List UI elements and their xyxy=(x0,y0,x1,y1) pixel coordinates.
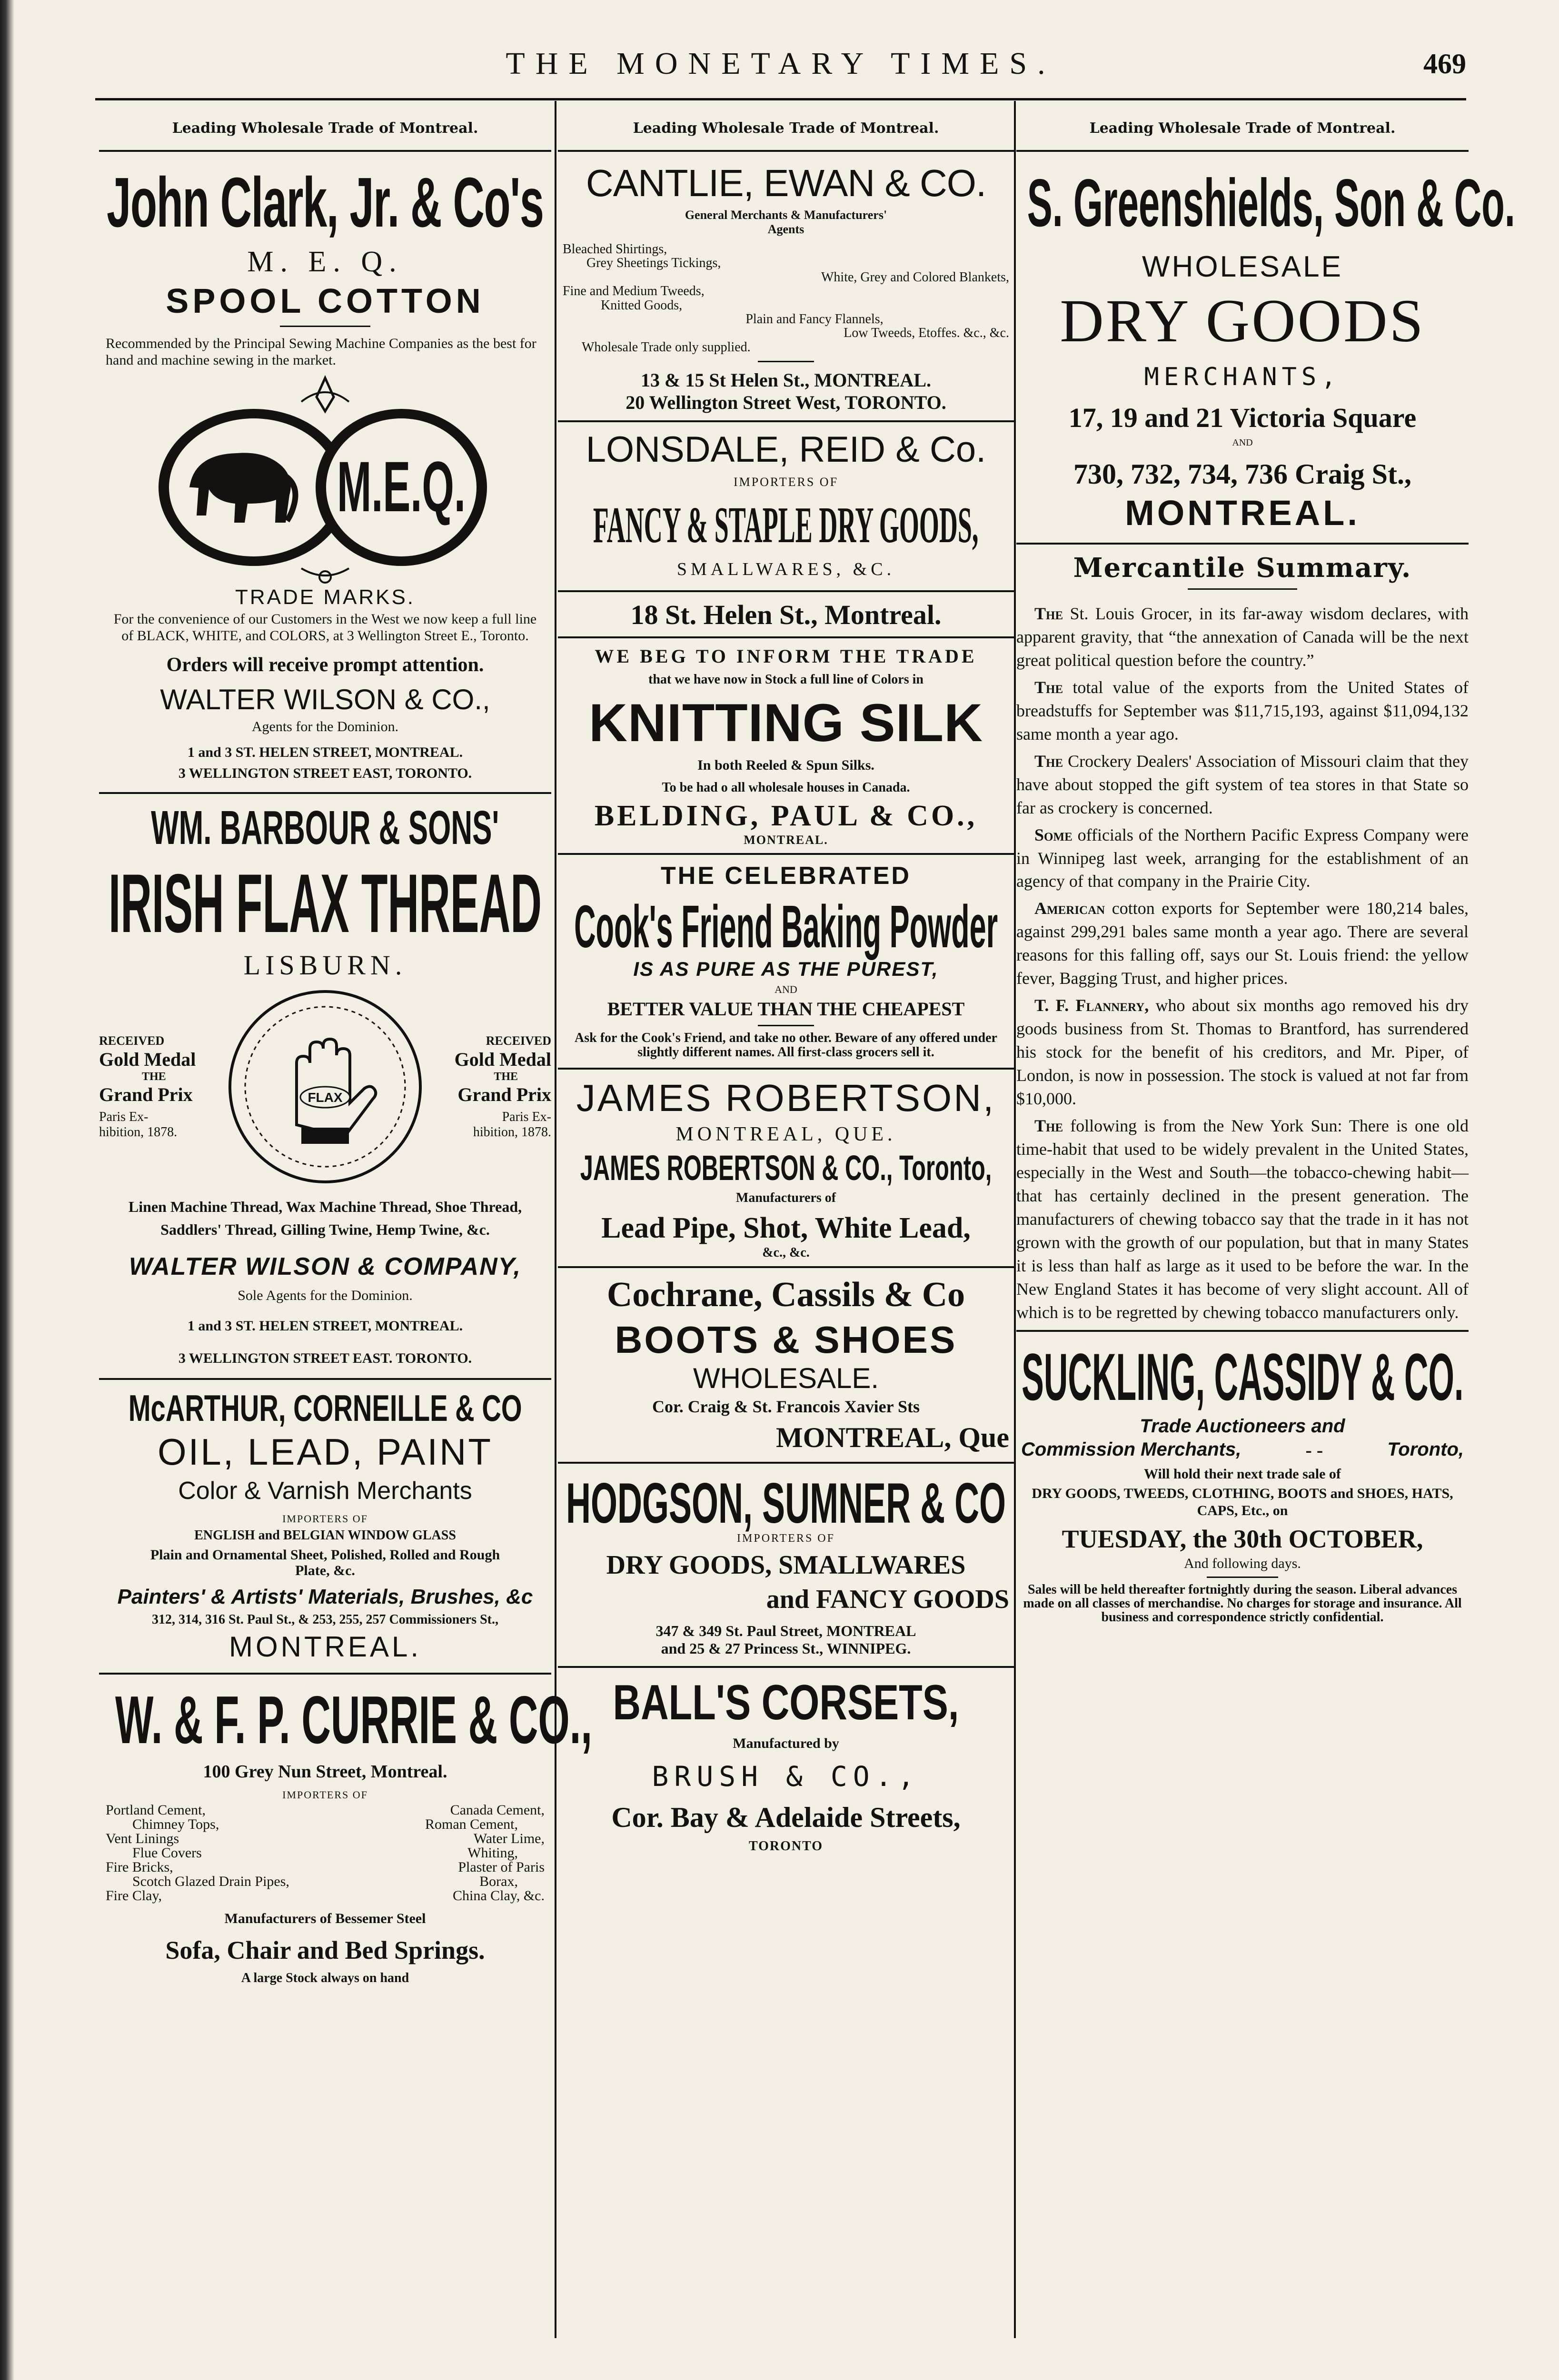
product-item: Water Lime, xyxy=(473,1830,545,1846)
ad-text: Will hold their next trade sale of xyxy=(1144,1466,1341,1482)
address-line: 18 St. Helen St., Montreal. xyxy=(630,599,942,631)
summary-paragraph xyxy=(1016,823,1469,893)
agent-name: WALTER WILSON & CO., xyxy=(160,684,490,715)
ad-currie xyxy=(99,1681,593,1986)
ad-text: Recommended by the Principal Sewing Machine Companies as the best for hand and machine sewing in the market. xyxy=(106,336,536,368)
ad-title: JAMES ROBERTSON, xyxy=(576,1076,996,1119)
ad-product: DRY GOODS xyxy=(1060,287,1425,355)
address-line: 730, 732, 734, 736 Craig St., xyxy=(1073,458,1411,490)
product-item: Portland Cement, xyxy=(106,1802,206,1818)
ad-text-bold: WE BEG TO INFORM THE TRADE xyxy=(595,645,977,667)
address-line: 3 WELLINGTON STREET EAST. TORONTO. xyxy=(178,1350,472,1366)
column-caption: Leading Wholesale Trade of Montreal. xyxy=(1016,110,1469,152)
ad-subtitle: General Merchants & Manufacturers' xyxy=(685,208,887,222)
ad-subtitle: WHOLESALE xyxy=(1142,250,1343,283)
ad-title: W. & F. P. CURRIE & CO., xyxy=(115,1682,593,1758)
agent-note: Agents for the Dominion. xyxy=(251,719,399,734)
ad-subtitle: Color & Varnish Merchants xyxy=(178,1477,472,1505)
ad-text: AND xyxy=(775,983,797,996)
product-item: Chimney Tops, xyxy=(132,1816,219,1832)
ad-john-clark xyxy=(99,162,551,782)
ad-text: Sales will be held thereafter fortnightly during the season. Liberal advances made on all classes of merchandise. No charges for storage and insurance. All business and correspondence strictly confidential. xyxy=(1023,1582,1462,1625)
ad-product: SPOOL COTTON xyxy=(166,282,485,320)
ad-title: BALL'S CORSETS, xyxy=(613,1675,959,1730)
ad-city: MONTREAL. xyxy=(1125,493,1360,533)
ad-title: CANTLIE, EWAN & CO. xyxy=(586,162,986,204)
ad-title: Cook's Friend Baking Powder xyxy=(574,893,998,961)
agent-note: Sole Agents for the Dominion. xyxy=(238,1288,413,1303)
ad-city: TORONTO xyxy=(748,1838,824,1854)
binding-edge xyxy=(0,0,14,2380)
ad-text: A large Stock always on hand xyxy=(241,1970,409,1985)
paragraph-lead: The xyxy=(1034,1116,1063,1136)
paragraph-body: following is from the New York Sun: There is one old time-habit that used to be widely prevalent in the United States, especially in the West and South—the tobacco-chewing habit—that has certainly declined in the present generation. The manufacturers of chewing tobacco say that the trade in it has not grown with the growth of our population, but that in many States it is less than half as large as it used to be before the war. In the New England States it has become of very slight account. All of which is to be regretted by chewing tobacco manufacturers only. xyxy=(1016,1116,1469,1322)
ad-text: - - xyxy=(1305,1439,1323,1461)
product-row xyxy=(99,1860,551,1874)
product-item: Borax, xyxy=(479,1873,518,1889)
summary-paragraph xyxy=(1016,897,1469,990)
agent-name: BELDING, PAUL & CO., xyxy=(594,800,978,833)
ad-james-robertson xyxy=(558,1076,1014,1260)
ad-lonsdale-reid xyxy=(558,429,1014,847)
ad-text-bold: Manufacturers of Bessemer Steel xyxy=(224,1910,426,1926)
product-row xyxy=(99,1817,551,1832)
product-item: Canada Cement, xyxy=(450,1802,545,1818)
maker-name: BRUSH & CO., xyxy=(652,1760,920,1793)
ad-city: Toronto, xyxy=(1387,1438,1464,1460)
ad-subtitle: Commission Merchants, xyxy=(1021,1438,1241,1460)
address-line: 3 WELLINGTON STREET EAST, TORONTO. xyxy=(178,765,472,781)
flax-hand-seal-icon xyxy=(225,987,425,1187)
ad-product: DRY GOODS, SMALLWARES xyxy=(606,1550,966,1580)
meq-trademark-logo xyxy=(144,368,506,587)
summary-paragraph xyxy=(1016,994,1469,1111)
page-header xyxy=(95,42,1466,94)
section-title: Mercantile Summary. xyxy=(1073,552,1412,584)
ad-hodgson-sumner xyxy=(558,1470,1014,1657)
ad-greenshields xyxy=(1016,164,1515,533)
product-row xyxy=(99,1803,551,1817)
product-item: China Clay, &c. xyxy=(452,1887,545,1904)
ad-title: John Clark, Jr. & Co's xyxy=(107,163,544,242)
seal-text: FLAX xyxy=(308,1090,343,1105)
ad-text: In both Reeled & Spun Silks. xyxy=(697,757,874,774)
ad-text-italic: IS AS PURE AS THE PUREST, xyxy=(633,958,939,981)
ad-cochrane-cassils xyxy=(558,1275,1014,1454)
address-line: 312, 314, 316 St. Paul St., & 253, 255, 257 Commissioners St., xyxy=(151,1612,498,1627)
address-line: 13 & 15 St Helen St., MONTREAL. xyxy=(641,369,931,391)
address-line: 100 Grey Nun Street, Montreal. xyxy=(203,1761,447,1782)
ad-title: SUCKLING, CASSIDY & CO. xyxy=(1021,1339,1464,1414)
page-number: 469 xyxy=(1423,48,1466,79)
address-line: 20 Wellington Street West, TORONTO. xyxy=(626,392,946,414)
ad-city: MONTREAL, Que xyxy=(775,1421,1009,1453)
ad-text: Plain and Ornamental Sheet, Polished, Rolled and Rough Plate, &c. xyxy=(150,1547,500,1578)
product-list: Bleached Shirtings, Grey Sheetings Tickings, White, Grey and Colored Blankets, Fine and Medium Tweeds, Knitted Goods, Plain and Fancy Flannels, Low Tweeds, Etoffes. &c., &c. Wholesale Trade only supplied. xyxy=(563,242,1009,355)
summary-paragraph xyxy=(1016,602,1469,672)
column-caption: Leading Wholesale Trade of Montreal. xyxy=(558,110,1014,152)
ad-product: BOOTS & SHOES xyxy=(615,1318,957,1361)
paragraph-lead: The xyxy=(1034,677,1063,697)
publication-title: THE MONETARY TIMES. xyxy=(506,46,1056,81)
importers-label: IMPORTERS OF xyxy=(282,1513,368,1525)
trade-marks-label: TRADE MARKS. xyxy=(235,585,416,609)
summary-paragraph xyxy=(1016,1114,1469,1324)
ad-product: Sofa, Chair and Bed Springs. xyxy=(165,1935,485,1964)
paragraph-body: who about six months ago removed his dry goods business from St. Thomas to Brantford, has surrendered his stock for the benefit of his creditors, and Mr. Piper, of London, is now in possession. The stock is valued at not far from $10,000. xyxy=(1016,996,1469,1109)
ad-subtitle: THE CELEBRATED xyxy=(661,862,911,890)
address-line: 1 and 3 ST. HELEN STREET, MONTREAL. xyxy=(187,744,463,760)
ad-text: Linen Machine Thread, Wax Machine Thread, Shoe Thread, Saddlers' Thread, Gilling Twine, Hemp Twine, &c. xyxy=(128,1198,522,1238)
ad-subtitle: Trade Auctioneers and xyxy=(1140,1415,1345,1437)
column-divider xyxy=(555,101,556,2338)
ad-mcarthur xyxy=(99,1387,551,1663)
paragraph-lead: T. F. Flannery, xyxy=(1034,996,1149,1015)
column-left xyxy=(99,110,593,2329)
ad-cooks-friend xyxy=(558,862,1014,1059)
importers-label: IMPORTERS OF xyxy=(737,1532,835,1545)
ad-text-bold: BETTER VALUE THAN THE CHEAPEST xyxy=(607,998,965,1020)
ad-brand: M. E. Q. xyxy=(247,246,403,278)
ad-title: HODGSON, SUMNER & CO xyxy=(566,1471,1006,1535)
product-row xyxy=(99,1846,551,1860)
summary-paragraph xyxy=(1016,676,1469,746)
ad-subtitle: Agents xyxy=(767,222,804,236)
sale-date: TUESDAY, the 30th OCTOBER, xyxy=(1062,1524,1423,1553)
column-caption: Leading Wholesale Trade of Montreal. xyxy=(99,110,551,152)
ad-text: Ask for the Cook's Friend, and take no other. Beware of any offered under slightly different names. All first-class grocers sell it. xyxy=(575,1031,997,1060)
mercantile-summary xyxy=(1016,552,1469,1324)
address-line: Cor. Bay & Adelaide Streets, xyxy=(611,1801,961,1833)
agent-name: WALTER WILSON & COMPANY, xyxy=(129,1253,522,1280)
ad-text-italic: Painters' & Artists' Materials, Brushes, &c xyxy=(117,1585,533,1608)
paragraph-lead: American xyxy=(1034,899,1105,918)
ad-product: Lead Pipe, Shot, White Lead, xyxy=(601,1211,971,1244)
ad-subtitle: SMALLWARES, &C. xyxy=(676,559,895,580)
ad-text: To be had o all wholesale houses in Canada. xyxy=(662,780,910,795)
ad-subtitle: MERCHANTS, xyxy=(1144,363,1341,391)
ad-subtitle: JAMES ROBERTSON & CO., Toronto, xyxy=(580,1148,992,1188)
award-right: RECEIVED Gold Medal THE Grand Prix Paris Ex- hibition, 1878. xyxy=(454,1033,551,1140)
product-item: Roman Cement, xyxy=(425,1816,518,1832)
ad-title: Cochrane, Cassils & Co xyxy=(606,1275,965,1314)
paragraph-body: Crockery Dealers' Association of Missouri claim that they have about stopped the gift system of tea stores in that State so far as crockery is concerned. xyxy=(1016,751,1469,817)
ad-text-bold: Orders will receive prompt attention. xyxy=(166,654,484,676)
product-item: Whiting, xyxy=(467,1844,518,1861)
ad-suckling-cassidy xyxy=(1016,1339,1469,1625)
product-list xyxy=(99,1803,551,1903)
ad-text-bold: ENGLISH and BELGIAN WINDOW GLASS xyxy=(194,1528,456,1543)
ad-title: LONSDALE, REID & Co. xyxy=(586,429,986,470)
product-item: Fire Bricks, xyxy=(106,1859,173,1875)
ad-title: McARTHUR, CORNEILLE & CO xyxy=(128,1387,522,1429)
ad-place: LISBURN. xyxy=(243,950,407,981)
ad-city: MONTREAL. xyxy=(228,1630,422,1663)
paragraph-body: cotton exports for September were 180,214 bales, against 299,291 bales same month a year ago. There are several reasons for this falling off, says our St. Louis friend: the yellow fever, Bagging Trust, and higher prices. xyxy=(1016,899,1469,988)
ad-text: For the convenience of our Customers in the West we now keep a full line of BLACK, WHITE, and COLORS, at 3 Wellington Street E., Toronto. xyxy=(113,611,537,644)
ad-city: MONTREAL. xyxy=(744,833,828,847)
ad-product: FANCY & STAPLE DRY GOODS, xyxy=(593,497,979,554)
ad-title: WM. BARBOUR & SONS' xyxy=(151,801,499,854)
ad-text: And following days. xyxy=(1184,1555,1301,1571)
product-row xyxy=(99,1874,551,1889)
ad-text: AND xyxy=(1232,437,1253,448)
ad-city: MONTREAL, QUE. xyxy=(675,1123,896,1145)
ad-text: Manufactured by xyxy=(733,1735,839,1751)
logo-meq-text: M.E.Q. xyxy=(337,446,466,526)
address-line: 17, 19 and 21 Victoria Square xyxy=(1068,402,1417,433)
ad-cantlie-ewan xyxy=(558,161,1014,414)
address-line: 347 & 349 St. Paul Street, MONTREAL xyxy=(655,1622,916,1639)
importers-label: IMPORTERS OF xyxy=(282,1788,368,1801)
ad-product: KNITTING SILK xyxy=(588,693,983,753)
ad-subtitle: WHOLESALE. xyxy=(693,1362,879,1394)
product-row xyxy=(99,1889,551,1903)
product-item: Vent Linings xyxy=(106,1830,179,1846)
paragraph-lead: The xyxy=(1034,751,1063,771)
address-line: 1 and 3 ST. HELEN STREET, MONTREAL. xyxy=(187,1318,463,1334)
award-left: RECEIVED Gold Medal THE Grand Prix Paris Ex- hibition, 1878. xyxy=(99,1033,196,1140)
column-right xyxy=(1016,110,1515,2329)
product-item: Fire Clay, xyxy=(106,1887,162,1904)
summary-paragraph xyxy=(1016,750,1469,820)
product-row xyxy=(99,1832,551,1846)
column-divider xyxy=(1014,101,1016,2338)
ad-text-bold: DRY GOODS, TWEEDS, CLOTHING, BOOTS and SHOES, HATS, CAPS, Etc., on xyxy=(1032,1485,1453,1518)
header-rule xyxy=(95,98,1466,100)
paragraph-lead: The xyxy=(1034,604,1063,623)
ad-product: and FANCY GOODS xyxy=(766,1584,1009,1614)
product-item: Scotch Glazed Drain Pipes, xyxy=(132,1873,289,1889)
ad-text: that we have now in Stock a full line of Colors in xyxy=(648,672,923,687)
ad-text: &c., &c. xyxy=(762,1245,810,1260)
ad-title: S. Greenshields, Son & Co. xyxy=(1027,165,1515,241)
product-item: Flue Covers xyxy=(132,1844,202,1861)
ad-barbour xyxy=(99,801,551,1367)
column-middle xyxy=(558,110,1014,2329)
ad-product: OIL, LEAD, PAINT xyxy=(157,1431,493,1473)
ad-product: IRISH FLAX THREAD xyxy=(109,857,542,950)
ad-balls-corsets xyxy=(558,1675,1014,1854)
product-item: Plaster of Paris xyxy=(458,1859,545,1875)
summary-articles xyxy=(1016,602,1469,1324)
importers-label: IMPORTERS OF xyxy=(733,475,839,489)
address-line: and 25 & 27 Princess St., WINNIPEG. xyxy=(661,1639,911,1657)
paragraph-body: total value of the exports from the United States of breadstuffs for September was $11,715,193, against $11,094,132 same month a year ago. xyxy=(1016,677,1469,744)
ad-text: Manufacturers of xyxy=(735,1190,836,1205)
paragraph-body: St. Louis Grocer, in its far-away wisdom declares, with apparent gravity, that “the annexation of Canada will be the next great political question before the country.” xyxy=(1016,604,1469,670)
paragraph-lead: Some xyxy=(1034,825,1072,844)
address-line: Cor. Craig & St. Francois Xavier Sts xyxy=(652,1397,920,1416)
paragraph-body: officials of the Northern Pacific Express Company were in Winnipeg last week, arranging for the establishment of an agency of that company in the Prairie City. xyxy=(1016,825,1469,891)
